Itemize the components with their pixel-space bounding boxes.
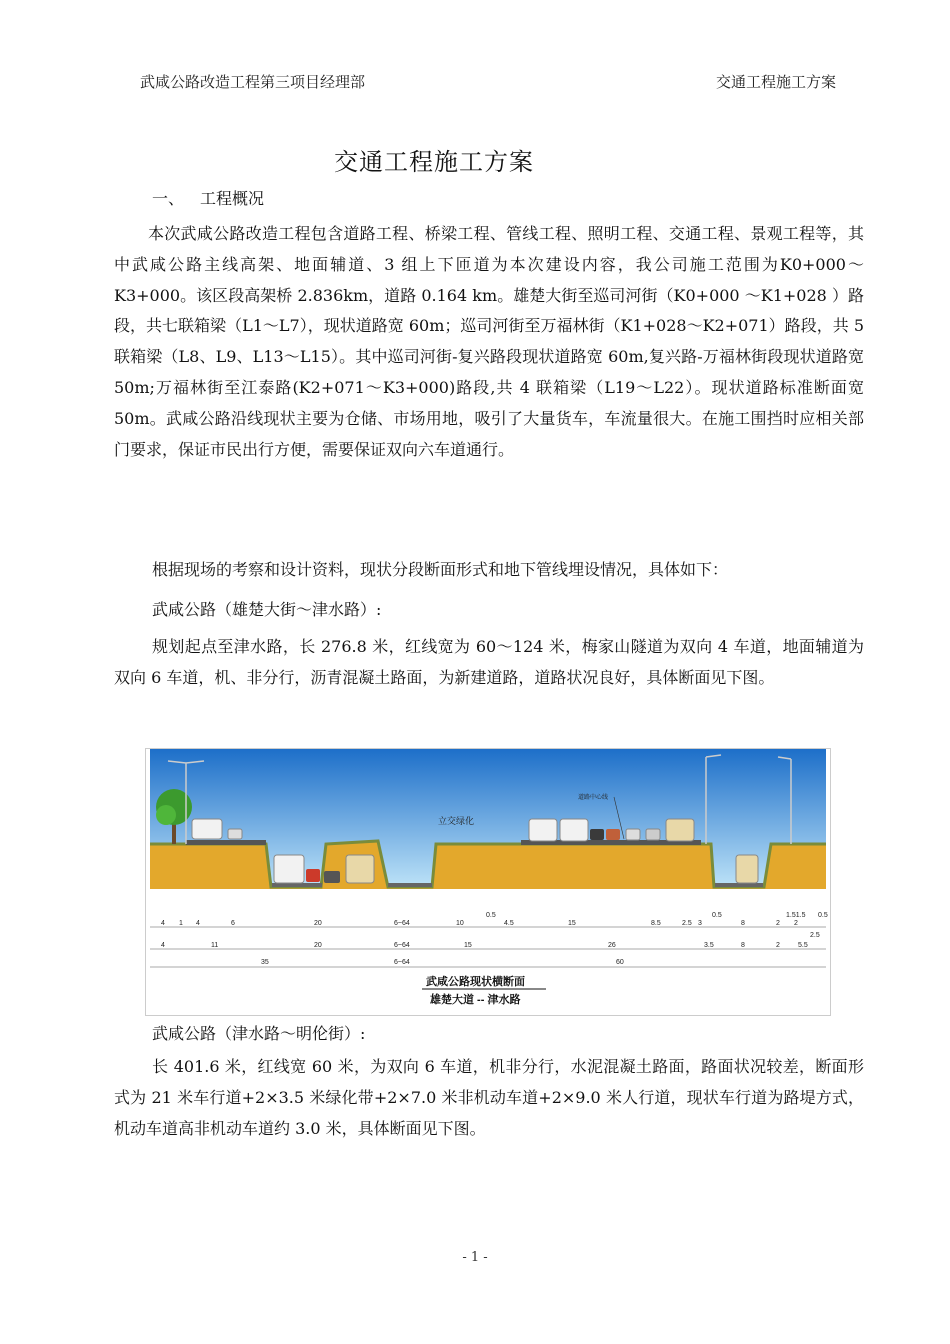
svg-text:2.5: 2.5	[810, 932, 820, 939]
road-pit-left	[272, 883, 322, 887]
svg-text:2: 2	[776, 942, 780, 949]
road-pit-right	[715, 883, 763, 887]
svg-text:6~64: 6~64	[394, 920, 410, 927]
svg-text:2: 2	[794, 920, 798, 927]
section-heading	[152, 186, 264, 209]
svg-text:60: 60	[616, 959, 624, 966]
svg-text:2: 2	[776, 920, 780, 927]
segment2-title: 武咸公路（津水路～明伦街）:	[152, 1024, 366, 1043]
label-median: 道路中心线	[578, 795, 609, 801]
dimension-labels-bottom	[261, 959, 624, 966]
svg-text:6~64: 6~64	[394, 942, 410, 949]
svg-text:11: 11	[211, 942, 219, 949]
svg-text:4: 4	[196, 920, 200, 927]
header-right: 交通工程施工方案	[715, 73, 836, 91]
road-pit-center	[388, 883, 432, 887]
page-number: - 1 -	[462, 1250, 488, 1265]
svg-text:1: 1	[179, 920, 183, 927]
section-number: 一、	[152, 189, 185, 208]
svg-text:2.5: 2.5	[682, 920, 692, 927]
svg-text:3: 3	[698, 920, 702, 927]
svg-text:8: 8	[741, 920, 745, 927]
dimension-labels-mid	[161, 932, 820, 949]
figure-caption-title: 武咸公路现状横断面	[426, 976, 525, 988]
svg-text:0.5: 0.5	[818, 912, 828, 919]
svg-text:0.5: 0.5	[486, 912, 496, 919]
figure-caption-subtitle: 雄楚大道 -- 津水路	[430, 994, 521, 1006]
overview-paragraph: 本次武咸公路改造工程包含道路工程、桥梁工程、管线工程、照明工程、交通工程、景观工程等，其中武咸公路主线高架、地面辅道、3 组上下匝道为本次建设内容，我公司施工范围为K0+000～K3+000。该区段高架桥 2.836km，道路 0.164 km。雄楚大街至巡司河街（K0+000 ～K1+028 ）路段，共七联箱梁（L1～L7），现状道路宽 60m；巡司河街至万福林街（K1+028～K2+071）路段，共 5 联箱梁（L8、L9、L13～L15）。其中巡司河街-复兴路段现状道路宽 60m,复兴路-万福林街段现状道路宽 50m;万福林街至江泰路(K2+071～K3+000)路段,共 4 联箱梁（L19～L22）。现状道路标准断面宽 50m。武咸公路沿线现状主要为仓储、市场用地，吸引了大量货车，车流量很大。在施工围挡时应相关部门要求，保证市民出行方便，需要保证双向六车道通行。	[114, 224, 864, 459]
segment2-body: 长 401.6 米，红线宽 60 米，为双向 6 车道，机非分行，水泥混凝土路面，路面状况较差，断面形式为 21 米车行道+2×3.5 米绿化带+2×7.0 米非机动车道+2×9.0 米人行道，现状车行道为路堤方式，机动车道高非机动车道约 3.0 米，具体断面见下图。	[114, 1057, 864, 1138]
svg-text:4: 4	[161, 942, 165, 949]
svg-text:15: 15	[464, 942, 472, 949]
svg-text:8.5: 8.5	[651, 920, 661, 927]
svg-text:4: 4	[161, 920, 165, 927]
dimension-labels-top	[161, 912, 828, 927]
section-title: 工程概况	[200, 189, 265, 208]
svg-text:1.51.5: 1.51.5	[786, 912, 806, 919]
svg-text:10: 10	[456, 920, 464, 927]
svg-text:26: 26	[608, 942, 616, 949]
svg-text:6: 6	[231, 920, 235, 927]
svg-text:35: 35	[261, 959, 269, 966]
intro-paragraph: 根据现场的考察和设计资料，现状分段断面形式和地下管线埋设情况，具体如下：	[152, 560, 729, 579]
svg-text:5.5: 5.5	[798, 942, 808, 949]
svg-text:3.5: 3.5	[704, 942, 714, 949]
svg-text:4.5: 4.5	[504, 920, 514, 927]
segment1-title: 武咸公路（雄楚大街～津水路）:	[152, 600, 382, 619]
document-title: 交通工程施工方案	[334, 148, 534, 176]
dimension-lines	[150, 927, 826, 967]
road-left	[186, 840, 266, 845]
svg-text:0.5: 0.5	[712, 912, 722, 919]
svg-text:20: 20	[314, 920, 322, 927]
svg-text:8: 8	[741, 942, 745, 949]
svg-text:20: 20	[314, 942, 322, 949]
svg-text:6~64: 6~64	[394, 959, 410, 966]
label-center-greening: 立交绿化	[438, 816, 475, 826]
svg-text:15: 15	[568, 920, 576, 927]
header-left: 武咸公路改造工程第三项目经理部	[140, 73, 366, 91]
cross-section-figure	[145, 748, 831, 1016]
segment1-body: 规划起点至津水路，长 276.8 米，红线宽为 60～124 米，梅家山隧道为双向 4 车道，地面辅道为双向 6 车道，机、非分行，沥青混凝土路面，为新建道路，道路状况良好，具体断面见下图。	[114, 637, 864, 687]
